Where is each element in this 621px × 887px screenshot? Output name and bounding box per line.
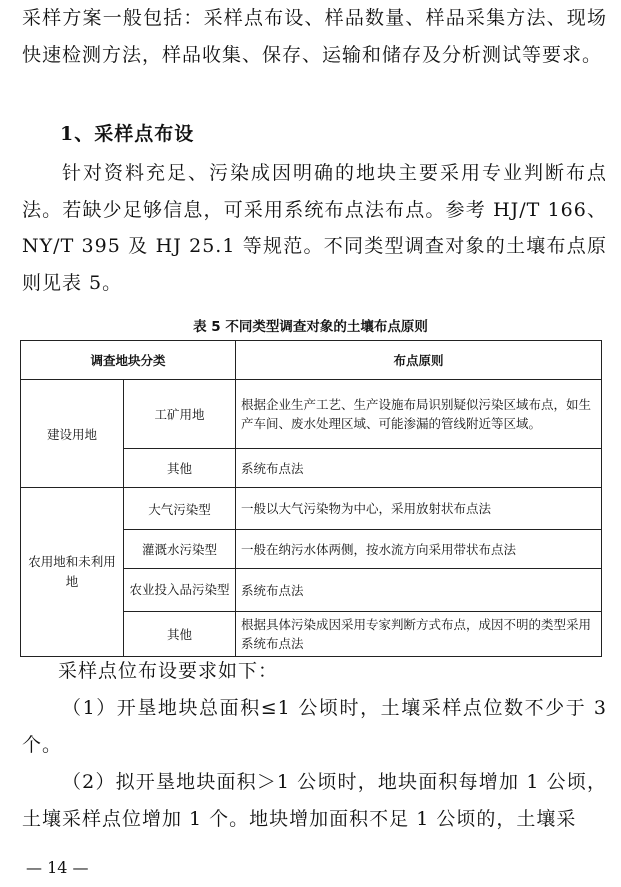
principle-cell: 系统布点法 bbox=[236, 449, 602, 488]
page-number: — 14 — bbox=[26, 858, 89, 877]
body-paragraph: 针对资料充足、污染成因明确的地块主要采用专业判断布点法。若缺少足够信息，可采用系统布点法布点。参考 HJ/T 166、NY/T 395 及 HJ 25.1 等规范。不同类型调查对象的土壤布点原则见表 5。 bbox=[22, 162, 607, 294]
requirement-2: （2）拟开垦地块面积＞1 公顷时，地块面积每增加 1 公顷，土壤采样点位增加 1 个。地块增加面积不足 1 公顷的，土壤采 bbox=[22, 771, 607, 830]
principle-cell: 根据企业生产工艺、生产设施布局识别疑似污染区域布点，如生产车间、废水处理区域、可能渗漏的管线附近等区域。 bbox=[236, 380, 602, 449]
principle-cell: 系统布点法 bbox=[236, 569, 602, 612]
section-heading: 1、采样点布设 bbox=[60, 123, 195, 145]
group-name: 农用地和未利用地 bbox=[21, 488, 124, 657]
header-principle: 布点原则 bbox=[236, 341, 602, 380]
sampling-principles-table bbox=[20, 340, 602, 657]
table-caption: 表 5 不同类型调查对象的土壤布点原则 bbox=[193, 319, 428, 335]
table-row bbox=[21, 488, 602, 530]
principle-cell: 一般以大气污染物为中心，采用放射状布点法 bbox=[236, 488, 602, 530]
subcategory-cell: 其他 bbox=[124, 449, 236, 488]
table-header-row bbox=[21, 341, 602, 380]
subcategory-cell: 农业投入品污染型 bbox=[124, 569, 236, 612]
subcategory-cell: 大气污染型 bbox=[124, 488, 236, 530]
principle-cell: 根据具体污染成因采用专家判断方式布点，成因不明的类型采用系统布点法 bbox=[236, 612, 602, 657]
group-name: 建设用地 bbox=[21, 380, 124, 488]
intro-paragraph: 采样方案一般包括：采样点布设、样品数量、样品采集方法、现场快速检测方法，样品收集、保存、运输和储存及分析测试等要求。 bbox=[22, 7, 607, 66]
principle-cell: 一般在纳污水体两侧，按水流方向采用带状布点法 bbox=[236, 530, 602, 569]
subcategory-cell: 其他 bbox=[124, 612, 236, 657]
requirement-1: （1）开垦地块总面积≤1 公顷时，土壤采样点位数不少于 3 个。 bbox=[22, 697, 607, 756]
subcategory-cell: 灌溉水污染型 bbox=[124, 530, 236, 569]
requirements-intro: 采样点位布设要求如下： bbox=[58, 660, 279, 682]
header-category: 调查地块分类 bbox=[21, 341, 236, 380]
table-row bbox=[21, 380, 602, 449]
subcategory-cell: 工矿用地 bbox=[124, 380, 236, 449]
